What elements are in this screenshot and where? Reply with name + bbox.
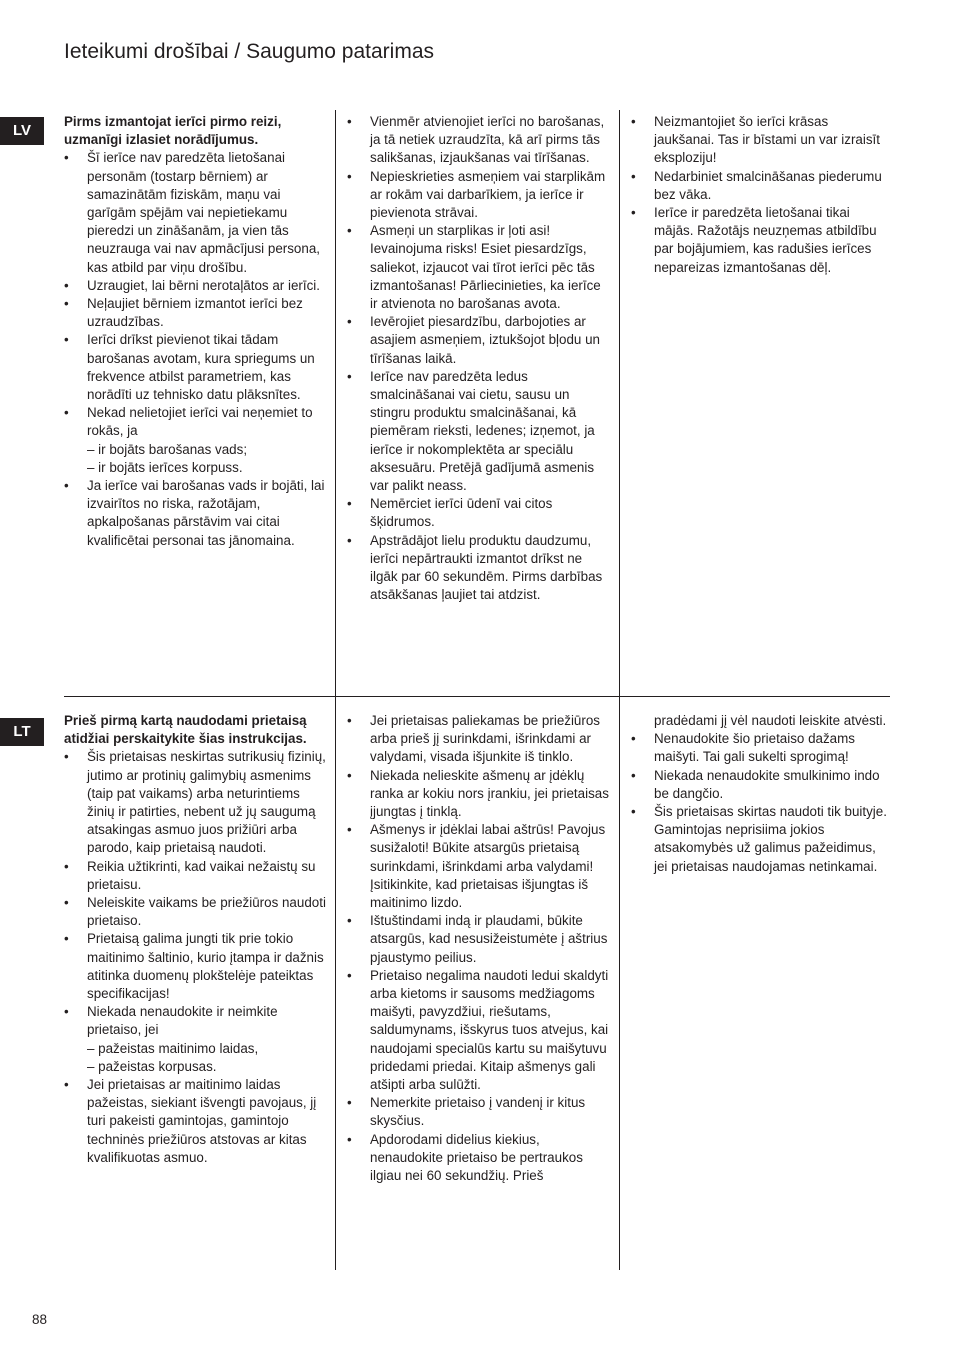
lv-column-2	[347, 113, 609, 604]
list-item: • Niekada nenaudokite smulkinimo indo be dangčio.	[631, 767, 889, 803]
list-item: • Prietaiso negalima naudoti ledui skaldyti arba kietoms ir sausoms medžiagoms maišyti, pavyzdžiui, riešutams, saldumynams, išskyrus tuos atvejus, kai naudojami specialūs kartu su maišytuvu pridedami priedai. Kitaip ašmenys gali atšipti arba sulūžti.	[347, 967, 609, 1094]
list-item: • Vienmēr atvienojiet ierīci no barošanas, ja tā netiek uzraudzīta, kā arī pirms tās salikšanas, izjaukšanas vai tīrīšanas.	[347, 113, 609, 168]
list-subitem: – ir bojāts barošanas vads;	[87, 441, 248, 457]
list-item-text: • Niekada nenaudokite ir neimkite prietaiso, jei	[87, 1004, 278, 1038]
list-subitem: – ir bojāts ierīces korpuss.	[87, 459, 243, 475]
list-item: • Ašmenys ir įdėklai labai aštrūs! Pavojus susižaloti! Būkite atsargūs prietaisą surinkdami, išrinkdami arba valydami! Įsitikinkite, kad prietaisas išjungtas iš maitinimo lizdo.	[347, 821, 609, 912]
list-item: • Šis prietaisas neskirtas sutrikusių fizinių, jutimo ar protinių galimybių asmenims (taip pat vaikams) arba neturintiems žinių ir patirties, nebent už jų saugumą atsakingas asmuo juos prižiūri arba parodo, kaip prietaisą naudoti.	[64, 748, 326, 857]
lv-list-3	[631, 113, 889, 277]
language-tab-lt: LT	[0, 718, 44, 746]
list-item: • Ierīce nav paredzēta ledus smalcināšanai vai cietu, sausu un stingru produktu smalcināšanai, kā piemēram rieksti, ledenes; izņemot, ja ierīce ir nokomplektēta ar speciālu aksesuāru. Pretējā gadījumā asmenis var palikt neass.	[347, 368, 609, 495]
column-divider	[619, 697, 620, 1270]
list-item: • Reikia užtikrinti, kad vaikai nežaistų su prietaisu.	[64, 858, 326, 894]
list-item: • Nenaudokite šio prietaiso dažams maišyti. Tai gali sukelti sprogimą!	[631, 730, 889, 766]
list-item-text: • Nekad nelietojiet ierīci vai neņemiet to rokās, ja	[87, 405, 313, 439]
list-item	[64, 1003, 326, 1076]
list-subitem: – pažeistas korpusas.	[87, 1058, 217, 1074]
lt-column-1	[64, 712, 326, 1167]
page-title: Ieteikumi drošībai / Saugumo patarimas	[64, 40, 435, 63]
list-item: • Ištuštindami indą ir plaudami, būkite atsargūs, kad nesusižeistumėte į aštrius pjaustymo peilius.	[347, 912, 609, 967]
column-divider	[335, 110, 336, 697]
list-item: • Ievērojiet piesardzību, darbojoties ar asajiem asmeņiem, iztukšojot bļodu un tīrīšanas laikā.	[347, 313, 609, 368]
lt-column-2	[347, 712, 609, 1185]
list-item: • Uzraugiet, lai bērni nerotaļātos ar ierīci.	[64, 277, 326, 295]
column-divider	[335, 697, 336, 1270]
list-item: • Apdorodami didelius kiekius, nenaudokite prietaiso be pertraukos ilgiau nei 60 sekundžių. Prieš	[347, 1131, 609, 1186]
lt-list-3	[631, 730, 889, 876]
column-divider	[619, 110, 620, 697]
list-item: • Neļaujiet bērniem izmantot ierīci bez uzraudzības.	[64, 295, 326, 331]
list-item: • Šī ierīce nav paredzēta lietošanai personām (tostarp bērniem) ar samazinātām fiziskām, maņu vai garīgām spējām vai nepietiekamu pieredzi un zināšanām, ja vien tās neuzrauga vai nav apmācījusi persona, kas atbild par viņu drošību.	[64, 149, 326, 276]
lt-column-3	[631, 712, 889, 876]
list-item: • Niekada nelieskite ašmenų ar įdėklų ranka ar kokiu nors įrankiu, jei prietaisas įjungtas į tinklą.	[347, 767, 609, 822]
lt-continued-text: pradėdami jį vėl naudoti leiskite atvėsti.	[654, 713, 887, 728]
lv-list-2	[347, 113, 609, 604]
list-subitem: – pažeistas maitinimo laidas,	[87, 1040, 259, 1056]
list-item: • Jei prietaisas ar maitinimo laidas pažeistas, siekiant išvengti pavojaus, jį turi pakeisti gamintojas, gamintojo techninės priežiūros atstovas ar kitas kvalifikuotas asmuo.	[64, 1076, 326, 1167]
list-item: • Nepieskrieties asmeņiem vai starplikām ar rokām vai darbarīkiem, ja ierīce ir pievienota strāvai.	[347, 168, 609, 223]
list-item: • Ierīci drīkst pievienot tikai tādam barošanas avotam, kura spriegums un frekvence atbilst parametriem, kas norādīti uz tehnisko datu plāksnītes.	[64, 331, 326, 404]
list-item: • Ierīce ir paredzēta lietošanai tikai mājās. Ražotājs neuzņemas atbildību par bojājumiem, kas radušies ierīces nepareizas izmantošanas dēļ.	[631, 204, 889, 277]
list-item: • Apstrādājot lielu produktu daudzumu, ierīci nepārtraukti izmantot drīkst ne ilgāk par 60 sekundēm. Pirms darbības atsākšanas ļaujiet tai atdzist.	[347, 532, 609, 605]
list-item: • Prietaisą galima jungti tik prie tokio maitinimo šaltinio, kurio įtampa ir dažnis atitinka duomenų plokštelėje pateiktas specifikacijas!	[64, 930, 326, 1003]
list-item: • Nemērciet ierīci ūdenī vai citos šķidrumos.	[347, 495, 609, 531]
lv-column-1	[64, 113, 326, 550]
lv-list-1	[64, 149, 326, 549]
list-item: • Jei prietaisas paliekamas be priežiūros arba prieš jį surinkdami, išrinkdami ar valydami, visada išjunkite iš tinklo.	[347, 712, 609, 767]
lv-column-3	[631, 113, 889, 277]
list-item: • Ja ierīce vai barošanas vads ir bojāti, lai izvairītos no riska, ražotājam, apkalpošanas pārstāvim vai citai kvalificētai personai tas jānomaina.	[64, 477, 326, 550]
list-item	[64, 404, 326, 477]
list-item: • Nedarbiniet smalcināšanas piederumu bez vāka.	[631, 168, 889, 204]
lv-intro: Pirms izmantojat ierīci pirmo reizi, uzmanīgi izlasiet norādījumus.	[64, 114, 282, 148]
list-item: • Neizmantojiet šo ierīci krāsas jaukšanai. Tas ir bīstami un var izraisīt eksploziju!	[631, 113, 889, 168]
language-tab-lv: LV	[0, 117, 44, 145]
list-item: • Neleiskite vaikams be priežiūros naudoti prietaiso.	[64, 894, 326, 930]
list-item: • Šis prietaisas skirtas naudoti tik buityje. Gamintojas neprisiima jokios atsakomybės už galimus pažeidimus, jei prietaisas naudojamas netinkamai.	[631, 803, 889, 876]
lt-list-1	[64, 748, 326, 1167]
lt-intro: Prieš pirmą kartą naudodami prietaisą atidžiai perskaitykite šias instrukcijas.	[64, 713, 307, 747]
section-divider	[64, 696, 890, 697]
list-item: • Asmeņi un starplikas ir ļoti asi! Ievainojuma risks! Esiet piesardzīgs, saliekot, izjaucot vai tīrot ierīci pēc tās izmantošanas! Pārliecinieties, ka ierīce ir atvienota no barošanas avota.	[347, 222, 609, 313]
lt-list-2	[347, 712, 609, 1185]
page-number: 88	[32, 1312, 48, 1327]
list-item: • Nemerkite prietaiso į vandenį ir kitus skysčius.	[347, 1094, 609, 1130]
